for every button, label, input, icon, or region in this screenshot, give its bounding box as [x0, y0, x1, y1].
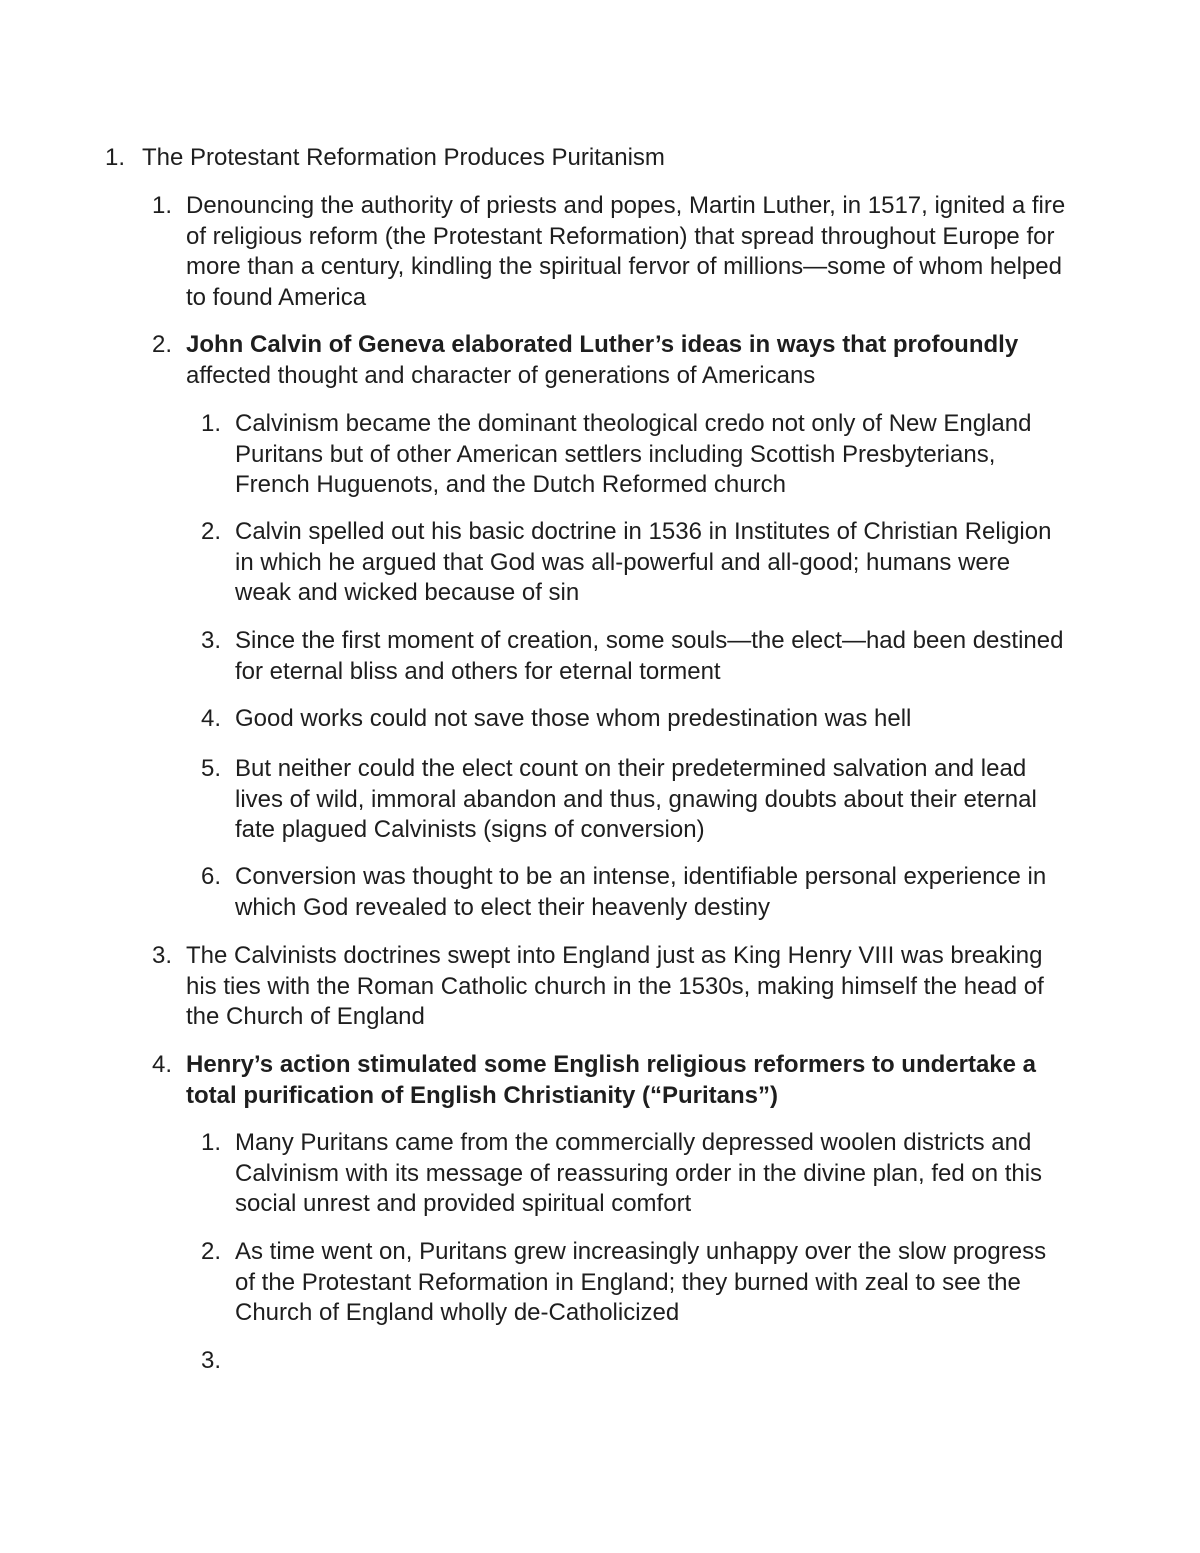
- item-text: As time went on, Puritans grew increasingly unhappy over the slow progress of the Protestant Reformation in England; they burned with zeal to see the Church of England wholly de-Catholicized: [235, 1238, 1047, 1326]
- item-number: 1.: [105, 144, 126, 171]
- item-number: 3.: [201, 1347, 222, 1374]
- outline-item-1-4-2: [201, 1237, 1065, 1329]
- item-text: Henry’s action stimulated some English religious reformers to undertake a total purification of English Christianity (“Puritans”): [186, 1051, 1037, 1109]
- item-text: Since the first moment of creation, some souls—the elect—had been destined for eternal bliss and others for eternal torment: [235, 627, 1064, 685]
- item-number: 1.: [152, 192, 173, 219]
- item-number: 4.: [152, 1051, 173, 1078]
- item-number: 3.: [201, 627, 222, 654]
- item-number: 3.: [152, 942, 173, 969]
- outline-item-1-2-5: [201, 754, 1065, 846]
- item-text: Denouncing the authority of priests and popes, Martin Luther, in 1517, ignited a fire of religious reform (the Protestant Reformation) that spread throughout Europe for more than a century, kindling the spiritual fervor of millions—some of whom helped to found America: [186, 192, 1066, 311]
- item-text: Conversion was thought to be an intense, identifiable personal experience in which God revealed to elect their heavenly destiny: [235, 863, 1047, 921]
- item-number: 4.: [201, 705, 222, 732]
- item-number: 1.: [201, 1129, 222, 1156]
- item-text-bold: John Calvin of Geneva elaborated Luther’s ideas in ways that profoundly: [186, 331, 1019, 358]
- item-number: 2.: [201, 518, 222, 545]
- item-text: The Calvinists doctrines swept into England just as King Henry VIII was breaking his ties with the Roman Catholic church in the 1530s, making himself the head of the Church of England: [186, 942, 1044, 1030]
- outline-item-1-2-3: [201, 626, 1065, 687]
- item-heading: The Protestant Reformation Produces Puritanism: [142, 144, 665, 171]
- outline-item-1-4-1: [201, 1128, 1065, 1220]
- outline-item-1-2-4: [201, 704, 1065, 735]
- item-number: 1.: [201, 410, 222, 437]
- item-number: 2.: [201, 1238, 222, 1265]
- item-text: But neither could the elect count on their predetermined salvation and lead lives of wild, immoral abandon and thus, gnawing doubts about their eternal fate plagued Calvinists (signs of conversion): [235, 755, 1037, 843]
- item-text-rest: affected thought and character of generations of Americans: [186, 361, 816, 389]
- item-text: Good works could not save those whom predestination was hell: [235, 705, 912, 732]
- item-number: 6.: [201, 863, 222, 890]
- outline-item-1-2-6: [201, 862, 1065, 923]
- outline-item-1-2-1: [201, 409, 1065, 501]
- outline-item-1: [105, 143, 665, 174]
- outline-item-1-4: [152, 1050, 1066, 1111]
- item-text: Calvin spelled out his basic doctrine in 1536 in Institutes of Christian Religion in which he argued that God was all-powerful and all-good; humans were weak and wicked because of sin: [235, 518, 1052, 606]
- outline-item-1-2: [152, 330, 1066, 391]
- item-text: [186, 330, 1066, 391]
- outline-item-1-1: [152, 191, 1066, 313]
- outline-item-1-3: [152, 941, 1066, 1033]
- item-number: 2.: [152, 331, 173, 358]
- item-text: Many Puritans came from the commercially depressed woolen districts and Calvinism with its message of reassuring order in the divine plan, fed on this social unrest and provided spiritual comfort: [235, 1129, 1043, 1217]
- item-number: 5.: [201, 755, 222, 782]
- outline-item-1-2-2: [201, 517, 1065, 609]
- item-text: Calvinism became the dominant theological credo not only of New England Puritans but of other American settlers including Scottish Presbyterians, French Huguenots, and the Dutch Reformed church: [235, 410, 1032, 498]
